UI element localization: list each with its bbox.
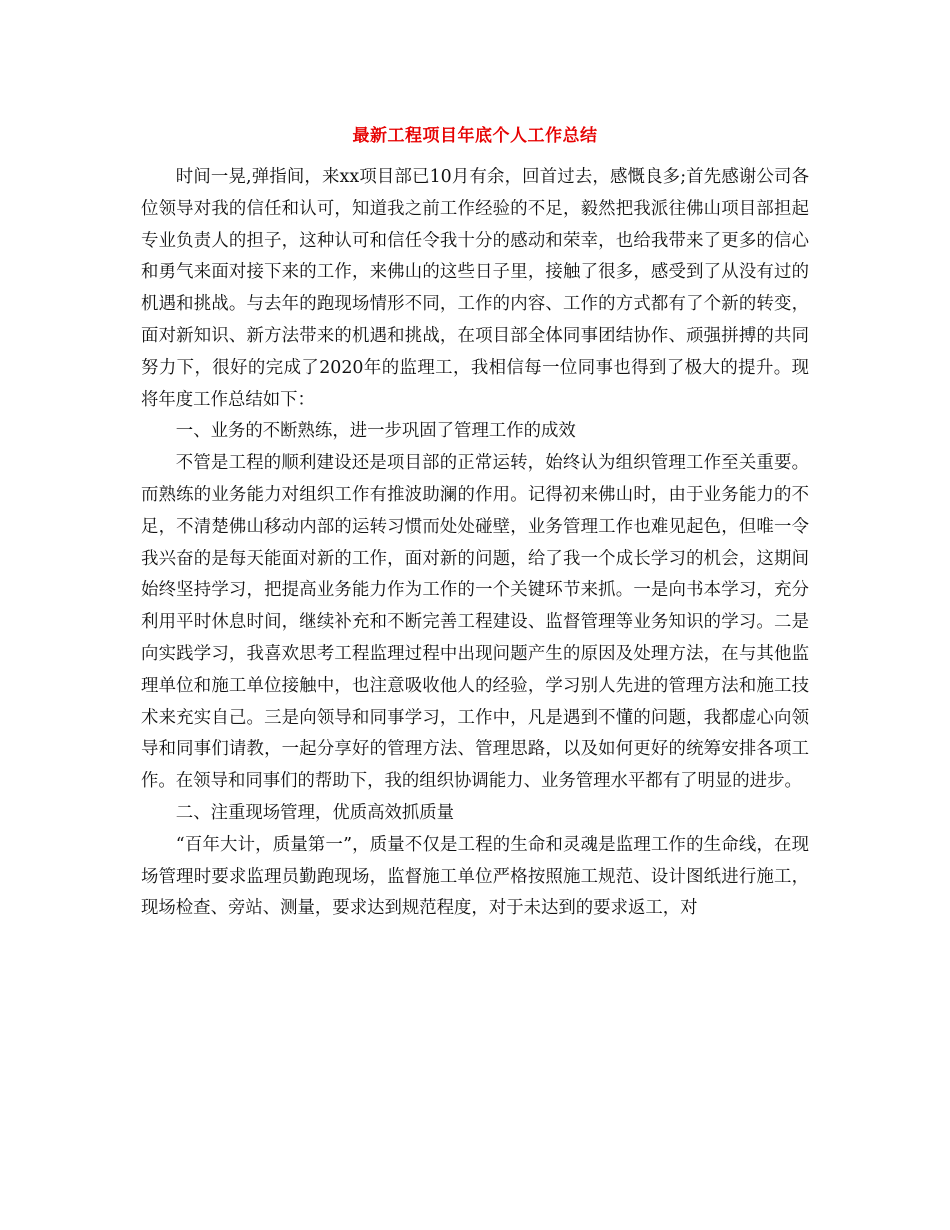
document-body	[141, 162, 809, 925]
paragraph-intro: 时间一晃,弹指间，来xx项目部已10月有余，回首过去，感慨良多;首先感谢公司各位领导对我的信任和认可，知道我之前工作经验的不足，毅然把我派往佛山项目部担起专业负责人的担子，这种认可和信任令我十分的感动和荣幸，也给我带来了更多的信心和勇气来面对接下来的工作，来佛山的这些日子里，接触了很多，感受到了从没有过的机遇和挑战。与去年的跑现场情形不同，工作的内容、工作的方式都有了个新的转变，面对新知识、新方法带来的机遇和挑战，在项目部全体同事团结协作、顽强拼搏的共同努力下，很好的完成了2020年的监理工，我相信每一位同事也得到了极大的提升。现将年度工作总结如下：	[141, 167, 809, 410]
section-heading-2: 二、注重现场管理，优质高效抓质量	[175, 802, 455, 823]
paragraph-section-1: 不管是工程的顺利建设还是项目部的正常运转，始终认为组织管理工作至关重要。而熟练的业务能力对组织工作有推波助澜的作用。记得初来佛山时，由于业务能力的不足，不清楚佛山移动内部的运转习惯而处处碰壁，业务管理工作也难见起色，但唯一令我兴奋的是每天能面对新的工作，面对新的问题，给了我一个成长学习的机会，这期间始终坚持学习，把提高业务能力作为工作的一个关键环节来抓。一是向书本学习，充分利用平时休息时间，继续补充和不断完善工程建设、监督管理等业务知识的学习。二是向实践学习，我喜欢思考工程监理过程中出现问题产生的原因及处理方法，在与其他监理单位和施工单位接触中，也注意吸收他人的经验，学习别人先进的管理方法和施工技术来充实自己。三是向领导和同事学习，工作中，凡是遇到不懂的问题，我都虚心向领导和同事们请教，一起分享好的管理方法、管理思路，以及如何更好的统筹安排各项工作。在领导和同事们的帮助下，我的组织协调能力、业务管理水平都有了明显的进步。	[141, 453, 809, 792]
document-title: 最新工程项目年底个人工作总结	[352, 126, 598, 146]
section-heading-1: 一、业务的不断熟练，进一步巩固了管理工作的成效	[175, 421, 576, 442]
paragraph-section-2: “百年大计，质量第一”，质量不仅是工程的生命和灵魂是监理工作的生命线，在现场管理时要求监理员勤跑现场，监督施工单位严格按照施工规范、设计图纸进行施工，现场检查、旁站、测量，要求达到规范程度，对于未达到的要求返工，对	[141, 834, 809, 919]
